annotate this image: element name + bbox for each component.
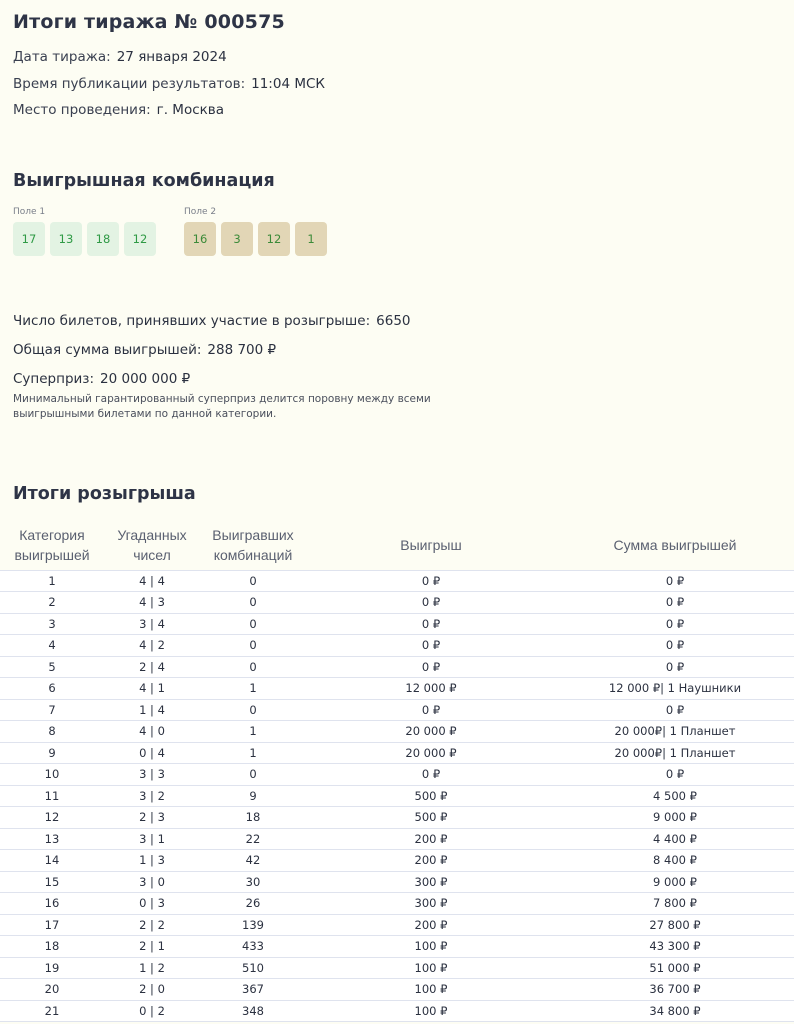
cell-category: 2 — [0, 592, 104, 614]
publish-time-line — [13, 76, 325, 92]
table-row — [0, 1000, 794, 1022]
cell-prize: 100 ₽ — [306, 1000, 556, 1022]
cell-winning-combos: 0 — [200, 699, 306, 721]
table-row — [0, 871, 794, 893]
field1-ball: 18 — [87, 222, 119, 256]
cell-winning-combos: 1 — [200, 678, 306, 700]
table-row — [0, 914, 794, 936]
cell-prize: 300 ₽ — [306, 893, 556, 915]
cell-guessed: 4 | 1 — [104, 678, 200, 700]
tickets-stat — [13, 313, 411, 329]
draw-date-value: 27 января 2024 — [116, 49, 227, 65]
publish-time-value: 11:04 МСК — [251, 76, 325, 92]
cell-guessed: 0 | 4 — [104, 742, 200, 764]
table-row — [0, 828, 794, 850]
cell-category: 8 — [0, 721, 104, 743]
results-title: Итоги розыгрыша — [13, 484, 196, 504]
cell-guessed: 2 | 0 — [104, 979, 200, 1001]
cell-prize: 100 ₽ — [306, 979, 556, 1001]
table-row — [0, 957, 794, 979]
cell-prize-total: 27 800 ₽ — [556, 914, 794, 936]
cell-category: 18 — [0, 936, 104, 958]
table-row — [0, 785, 794, 807]
cell-prize-total: 4 500 ₽ — [556, 785, 794, 807]
cell-category: 15 — [0, 871, 104, 893]
cell-prize-total: 34 800 ₽ — [556, 1000, 794, 1022]
cell-prize-total: 20 000₽| 1 Планшет — [556, 721, 794, 743]
tickets-value: 6650 — [376, 313, 411, 329]
field2-ball: 1 — [295, 222, 327, 256]
cell-winning-combos: 433 — [200, 936, 306, 958]
table-row — [0, 656, 794, 678]
cell-guessed: 2 | 4 — [104, 656, 200, 678]
cell-prize: 0 ₽ — [306, 764, 556, 786]
cell-winning-combos: 0 — [200, 592, 306, 614]
cell-winning-combos: 18 — [200, 807, 306, 829]
cell-prize-total: 9 000 ₽ — [556, 871, 794, 893]
field2-ball: 3 — [221, 222, 253, 256]
table-row — [0, 742, 794, 764]
total-stat — [13, 342, 276, 358]
cell-winning-combos: 1 — [200, 721, 306, 743]
field1-balls — [13, 222, 156, 256]
cell-category: 16 — [0, 893, 104, 915]
cell-winning-combos: 0 — [200, 570, 306, 592]
cell-guessed: 2 | 3 — [104, 807, 200, 829]
cell-prize-total: 20 000₽| 1 Планшет — [556, 742, 794, 764]
cell-guessed: 2 | 1 — [104, 936, 200, 958]
cell-guessed: 0 | 2 — [104, 1000, 200, 1022]
cell-prize: 20 000 ₽ — [306, 721, 556, 743]
table-row — [0, 678, 794, 700]
cell-winning-combos: 348 — [200, 1000, 306, 1022]
cell-guessed: 1 | 4 — [104, 699, 200, 721]
cell-guessed: 3 | 0 — [104, 871, 200, 893]
total-value: 288 700 ₽ — [207, 342, 277, 358]
cell-prize-total: 8 400 ₽ — [556, 850, 794, 872]
cell-winning-combos: 0 — [200, 635, 306, 657]
cell-prize: 12 000 ₽ — [306, 678, 556, 700]
results-table — [0, 520, 794, 1022]
table-row — [0, 699, 794, 721]
cell-winning-combos: 30 — [200, 871, 306, 893]
cell-guessed: 4 | 3 — [104, 592, 200, 614]
cell-prize-total: 4 400 ₽ — [556, 828, 794, 850]
cell-prize-total: 0 ₽ — [556, 613, 794, 635]
cell-prize: 200 ₽ — [306, 850, 556, 872]
field2-label: Поле 2 — [184, 207, 217, 217]
column-header-category: Категория выигрышей — [0, 520, 104, 570]
column-header-winning-combos: Выигравших комбинаций — [200, 520, 306, 570]
cell-prize: 200 ₽ — [306, 828, 556, 850]
column-header-guessed: Угаданных чисел — [104, 520, 200, 570]
cell-winning-combos: 42 — [200, 850, 306, 872]
cell-prize-total: 36 700 ₽ — [556, 979, 794, 1001]
cell-guessed: 3 | 3 — [104, 764, 200, 786]
cell-winning-combos: 26 — [200, 893, 306, 915]
cell-guessed: 0 | 3 — [104, 893, 200, 915]
table-row — [0, 850, 794, 872]
cell-category: 6 — [0, 678, 104, 700]
cell-prize-total: 0 ₽ — [556, 592, 794, 614]
column-header-prize-total: Сумма выигрышей — [556, 520, 794, 570]
cell-guessed: 4 | 4 — [104, 570, 200, 592]
cell-category: 17 — [0, 914, 104, 936]
superprize-stat — [13, 371, 190, 387]
field2-balls — [184, 222, 327, 256]
cell-prize: 100 ₽ — [306, 936, 556, 958]
cell-winning-combos: 22 — [200, 828, 306, 850]
cell-guessed: 3 | 4 — [104, 613, 200, 635]
draw-date-label: Дата тиража: — [13, 49, 111, 65]
cell-prize-total: 0 ₽ — [556, 570, 794, 592]
cell-prize: 0 ₽ — [306, 699, 556, 721]
cell-category: 14 — [0, 850, 104, 872]
cell-prize: 300 ₽ — [306, 871, 556, 893]
cell-prize-total: 43 300 ₽ — [556, 936, 794, 958]
cell-category: 9 — [0, 742, 104, 764]
cell-guessed: 2 | 2 — [104, 914, 200, 936]
cell-prize: 100 ₽ — [306, 957, 556, 979]
cell-prize: 20 000 ₽ — [306, 742, 556, 764]
cell-winning-combos: 139 — [200, 914, 306, 936]
cell-category: 20 — [0, 979, 104, 1001]
cell-winning-combos: 510 — [200, 957, 306, 979]
cell-prize: 0 ₽ — [306, 656, 556, 678]
cell-prize: 0 ₽ — [306, 635, 556, 657]
tickets-label: Число билетов, принявших участие в розыгрыше: — [13, 313, 371, 329]
field2-ball: 12 — [258, 222, 290, 256]
cell-prize-total: 0 ₽ — [556, 699, 794, 721]
cell-prize: 500 ₽ — [306, 785, 556, 807]
cell-prize-total: 0 ₽ — [556, 764, 794, 786]
table-row — [0, 936, 794, 958]
cell-prize-total: 51 000 ₽ — [556, 957, 794, 979]
superprize-label: Суперприз: — [13, 371, 95, 387]
cell-category: 13 — [0, 828, 104, 850]
table-row — [0, 979, 794, 1001]
cell-prize: 0 ₽ — [306, 592, 556, 614]
cell-prize-total: 0 ₽ — [556, 656, 794, 678]
cell-prize-total: 12 000 ₽| 1 Наушники — [556, 678, 794, 700]
cell-category: 7 — [0, 699, 104, 721]
cell-winning-combos: 9 — [200, 785, 306, 807]
cell-category: 19 — [0, 957, 104, 979]
page-title: Итоги тиража № 000575 — [13, 11, 285, 33]
table-row — [0, 807, 794, 829]
field1-ball: 13 — [50, 222, 82, 256]
table-row — [0, 613, 794, 635]
field1-ball: 12 — [124, 222, 156, 256]
draw-date-line — [13, 49, 227, 65]
superprize-note: Минимальный гарантированный суперприз делится поровну между всеми выигрышными билетами по данной категории. — [13, 393, 431, 420]
cell-winning-combos: 0 — [200, 764, 306, 786]
table-row — [0, 893, 794, 915]
cell-winning-combos: 0 — [200, 613, 306, 635]
place-line — [13, 102, 224, 118]
field1-label: Поле 1 — [13, 207, 46, 217]
place-value: г. Москва — [156, 102, 225, 118]
combination-title: Выигрышная комбинация — [13, 171, 275, 191]
cell-category: 5 — [0, 656, 104, 678]
cell-category: 1 — [0, 570, 104, 592]
cell-prize-total: 9 000 ₽ — [556, 807, 794, 829]
cell-guessed: 3 | 2 — [104, 785, 200, 807]
cell-prize-total: 7 800 ₽ — [556, 893, 794, 915]
field2-ball: 16 — [184, 222, 216, 256]
cell-category: 3 — [0, 613, 104, 635]
cell-winning-combos: 367 — [200, 979, 306, 1001]
results-header-row — [0, 520, 794, 570]
cell-winning-combos: 1 — [200, 742, 306, 764]
publish-time-label: Время публикации результатов: — [13, 76, 246, 92]
table-row — [0, 592, 794, 614]
cell-prize: 0 ₽ — [306, 570, 556, 592]
table-row — [0, 570, 794, 592]
cell-category: 12 — [0, 807, 104, 829]
table-row — [0, 721, 794, 743]
total-label: Общая сумма выигрышей: — [13, 342, 202, 358]
place-label: Место проведения: — [13, 102, 151, 118]
cell-guessed: 4 | 0 — [104, 721, 200, 743]
cell-guessed: 1 | 3 — [104, 850, 200, 872]
superprize-value: 20 000 000 ₽ — [100, 371, 191, 387]
cell-category: 4 — [0, 635, 104, 657]
cell-prize: 500 ₽ — [306, 807, 556, 829]
cell-category: 21 — [0, 1000, 104, 1022]
cell-winning-combos: 0 — [200, 656, 306, 678]
cell-category: 11 — [0, 785, 104, 807]
cell-guessed: 4 | 2 — [104, 635, 200, 657]
table-row — [0, 635, 794, 657]
cell-prize: 200 ₽ — [306, 914, 556, 936]
cell-guessed: 1 | 2 — [104, 957, 200, 979]
column-header-prize: Выигрыш — [306, 520, 556, 570]
cell-guessed: 3 | 1 — [104, 828, 200, 850]
field1-ball: 17 — [13, 222, 45, 256]
cell-prize: 0 ₽ — [306, 613, 556, 635]
table-row — [0, 764, 794, 786]
cell-prize-total: 0 ₽ — [556, 635, 794, 657]
cell-category: 10 — [0, 764, 104, 786]
